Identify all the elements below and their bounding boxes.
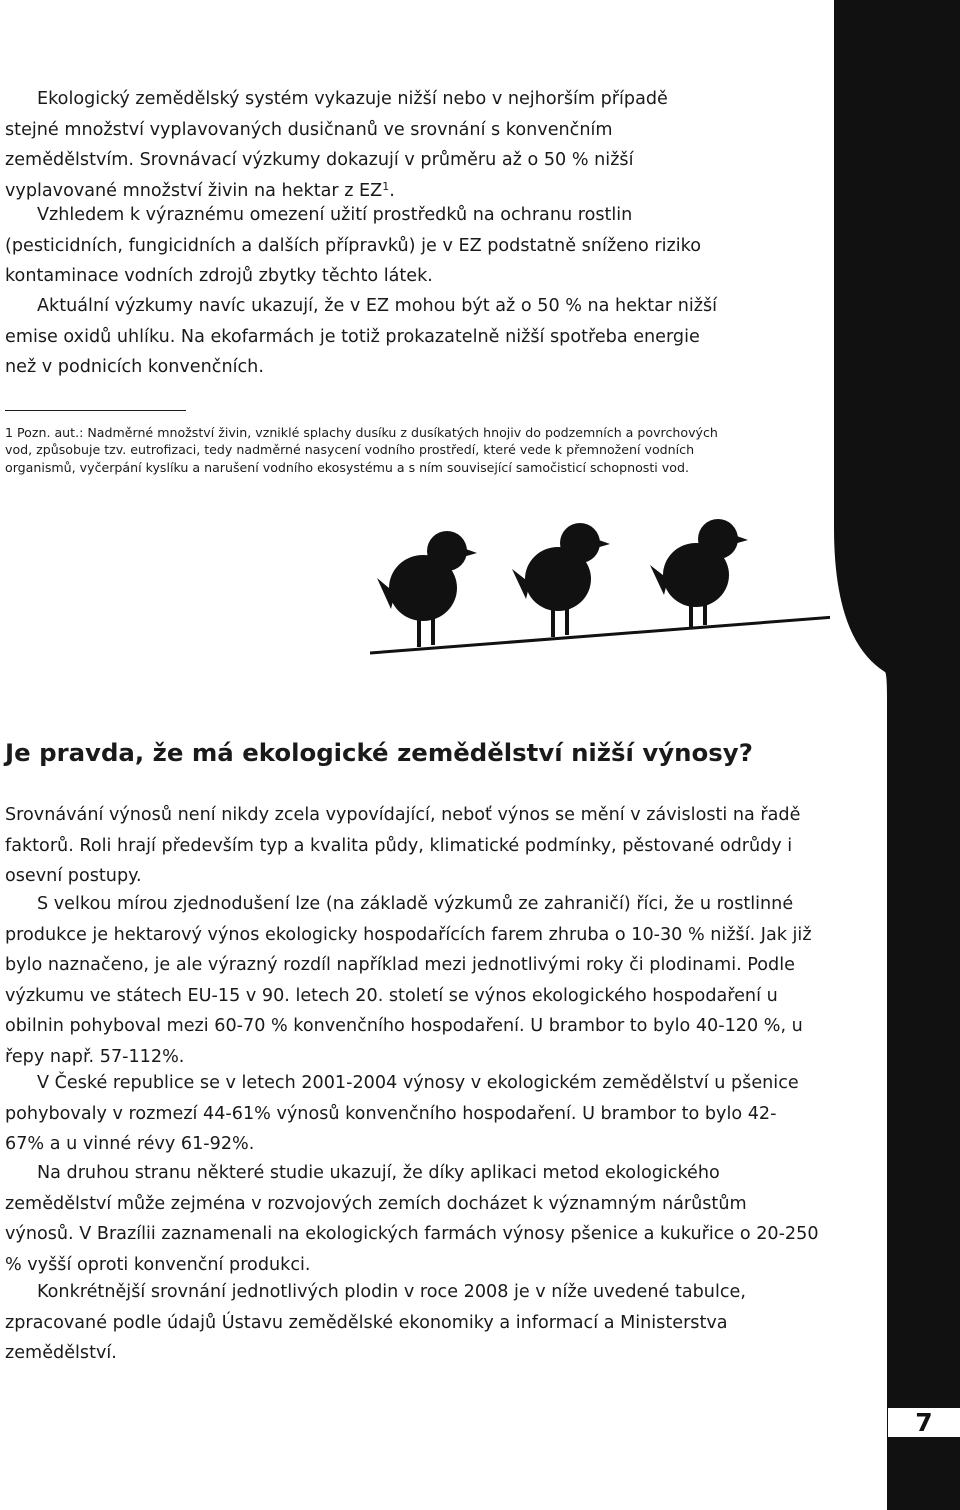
- intro-paragraph-3: Aktuální výzkumy navíc ukazují, že v EZ mohou být až o 50 % na hektar nižší emise oxidů uhlíku. Na ekofarmách je totiž prokazatelně nižší spotřeba energie než v podnicích konvenčních.: [5, 296, 718, 377]
- chick-silhouette: [650, 519, 748, 627]
- footnote-divider: [5, 410, 186, 411]
- intro-paragraph-1-text: Ekologický zemědělský systém vykazuje nižší nebo v nejhorším případě stejné množství vyplavovaných dusičnanů ve srovnání s konvenčním zemědělstvím. Srovnávací výzkumy dokazují v průměru až o 50 % nižší vyplavované množství živin na hektar z EZ: [5, 89, 668, 201]
- chick-silhouette: [377, 531, 477, 647]
- body-paragraph-3: V České republice se v letech 2001-2004 výnosy v ekologickém zemědělství u pšenice pohybovaly v rozmezí 44-61% výnosů konvenčního hospodaření. U brambor to bylo 42-67% a u vinné révy 61-92%.: [5, 1073, 799, 1154]
- footnote-marker: 1: [382, 179, 390, 193]
- body-paragraph-4: Na druhou stranu některé studie ukazují, že díky aplikaci metod ekologického zemědělství může zejména v rozvojových zemích docházet k významným nárůstům výnosů. V Brazílii zaznamenali na ekologických farmách výnosy pšenice a kukuřice o 20-250 % vyšší oproti konvenční produkci.: [5, 1163, 819, 1275]
- side-title: Ekologické zemědělství: [894, 18, 942, 564]
- chicks-illustration: [370, 515, 830, 655]
- section-heading: Je pravda, že má ekologické zemědělství nižší výnosy?: [5, 738, 753, 767]
- footnote: 1 Pozn. aut.: Nadměrné množství živin, vzniklé splachy dusíku z dusíkatých hnojiv do podzemních a povrchových vod, způsobuje tzv. eutrofizaci, tedy nadměrné nasycení vodního prostředí, které vede k přemnožení vodních organismů, vyčerpání kyslíku a narušení vodního ekosystému a s ním související samočisticí schopnosti vod.: [5, 425, 718, 475]
- intro-paragraph-2: Vzhledem k výraznému omezení užití prostředků na ochranu rostlin (pesticidních, fungicidních a dalších přípravků) je v EZ podstatně sníženo riziko kontaminace vodních zdrojů zbytky těchto látek.: [5, 205, 701, 286]
- page-number: 7: [888, 1408, 960, 1437]
- chick-silhouette: [512, 523, 610, 637]
- body-paragraph-5: Konkrétnější srovnání jednotlivých plodin v roce 2008 je v níže uvedené tabulce, zpracované podle údajů Ústavu zemědělské ekonomiky a informací a Ministerstva zemědělství.: [5, 1282, 746, 1363]
- body-paragraph-1: Srovnávání výnosů není nikdy zcela vypovídající, neboť výnos se mění v závislosti na řadě faktorů. Roli hrají především typ a kvalita půdy, klimatické podmínky, pěstované odrůdy i osevní postupy.: [5, 805, 801, 886]
- body-paragraph-2: S velkou mírou zjednodušení lze (na základě výzkumů ze zahraničí) říci, že u rostlinné produkce je hektarový výnos ekologicky hospodařících farem zhruba o 10-30 % nižší. Jak již bylo naznačeno, je ale výrazný rozdíl například mezi jednotlivými roky či plodinami. Podle výzkumu ve státech EU-15 v 90. letech 20. století se výnos ekologického hospodaření u obilnin pohyboval mezi 60-70 % konvenčního hospodaření. U brambor to bylo 40-120 %, u řepy např. 57-112%.: [5, 894, 812, 1067]
- intro-paragraph-1-end: .: [389, 180, 395, 201]
- wire-line: [370, 617, 830, 653]
- intro-paragraph-1: [5, 84, 725, 206]
